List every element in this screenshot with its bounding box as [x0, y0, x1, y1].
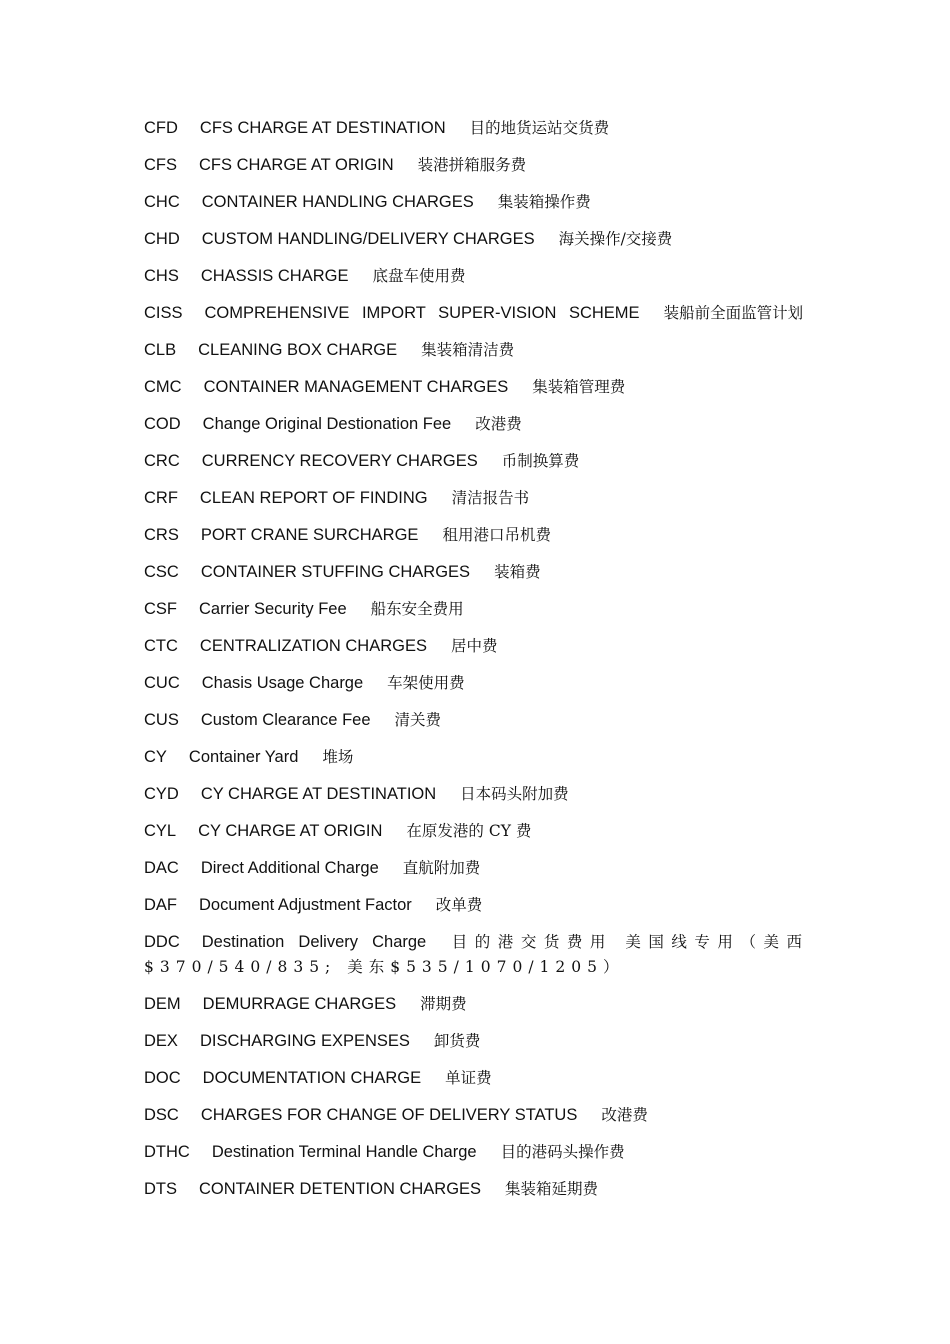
glossary-entry [144, 893, 808, 917]
entry-code: DAF [144, 896, 177, 914]
entry-english: Chasis Usage Charge [201, 674, 364, 692]
entry-chinese: 集装箱操作费 [497, 193, 591, 211]
entry-chinese: 改港费 [601, 1106, 648, 1124]
entry-english: Document Adjustment Factor [199, 896, 412, 914]
glossary-entry [144, 301, 808, 326]
glossary-entry [144, 264, 808, 288]
entry-chinese: 装船前全面监管计划 [663, 304, 804, 322]
entry-code: CLB [144, 341, 177, 359]
entry-code: DEM [144, 995, 181, 1013]
glossary-entry [144, 1177, 808, 1201]
entry-english: CFS CHARGE AT DESTINATION [199, 119, 446, 137]
entry-code: CUC [144, 674, 180, 692]
glossary-entry [144, 930, 808, 980]
entry-chinese: 船东安全费用 [370, 600, 464, 618]
glossary-entry [144, 992, 808, 1016]
entry-code: CYL [144, 822, 177, 840]
glossary-entry [144, 412, 808, 436]
glossary-entry [144, 819, 808, 843]
glossary-entry [144, 1103, 808, 1127]
entry-english: CFS CHARGE AT ORIGIN [199, 156, 394, 174]
entry-chinese: 底盘车使用费 [372, 267, 466, 285]
entry-chinese: 居中费 [450, 637, 498, 655]
entry-chinese: 直航附加费 [402, 859, 481, 877]
glossary-entry [144, 153, 808, 177]
entry-chinese: 卸货费 [433, 1032, 481, 1050]
entry-english: CHASSIS CHARGE [200, 267, 349, 285]
entry-code: COD [144, 415, 181, 433]
entry-code: CMC [144, 378, 182, 396]
entry-english: CHARGES FOR CHANGE OF DELIVERY STATUS [200, 1106, 578, 1124]
entry-english: CENTRALIZATION CHARGES [199, 637, 427, 655]
entry-chinese: 租用港口吊机费 [442, 526, 551, 544]
entry-code: DTHC [144, 1143, 190, 1161]
glossary-entry [144, 1140, 808, 1164]
entry-code: CTC [144, 637, 178, 655]
glossary-entry [144, 486, 808, 510]
entry-chinese: 清关费 [394, 711, 442, 729]
entry-chinese: 目的地货运站交货费 [469, 119, 610, 137]
entry-english: CLEAN REPORT OF FINDING [199, 489, 428, 507]
entry-code: CFD [144, 119, 178, 137]
entry-chinese: 堆场 [322, 748, 354, 766]
entry-code: CSF [144, 600, 177, 618]
entry-chinese: 装港拼箱服务费 [417, 156, 527, 174]
entry-english: Change Original Destionation Fee [202, 415, 452, 433]
glossary-entry [144, 708, 808, 732]
entry-code: DTS [144, 1180, 177, 1198]
glossary-entry [144, 1066, 808, 1090]
entry-english: Container Yard [188, 748, 299, 766]
entry-code: CUS [144, 711, 179, 729]
entry-code: CRS [144, 526, 179, 544]
entry-chinese: 滞期费 [420, 995, 467, 1013]
entry-english: CY CHARGE AT ORIGIN [198, 822, 383, 840]
glossary-list [144, 116, 808, 1214]
entry-english: CONTAINER DETENTION CHARGES [199, 1180, 482, 1198]
entry-chinese: 在原发港的 CY 费 [406, 822, 532, 840]
entry-code: DDC [144, 933, 180, 951]
entry-chinese: 币制换算费 [501, 452, 580, 470]
entry-english: Custom Clearance Fee [200, 711, 371, 729]
entry-english: Direct Additional Charge [200, 859, 379, 877]
glossary-entry [144, 745, 808, 769]
entry-chinese: 目的港码头操作费 [500, 1143, 625, 1161]
glossary-entry [144, 523, 808, 547]
entry-chinese: 改港费 [475, 415, 522, 433]
entry-code: CHC [144, 193, 180, 211]
glossary-entry [144, 671, 808, 695]
glossary-entry [144, 449, 808, 473]
entry-chinese: 集装箱管理费 [532, 378, 626, 396]
entry-chinese: 日本码头附加费 [460, 785, 569, 803]
entry-english: DEMURRAGE CHARGES [202, 995, 397, 1013]
entry-chinese: 装箱费 [494, 563, 541, 581]
glossary-entry [144, 560, 808, 584]
entry-english: DISCHARGING EXPENSES [199, 1032, 410, 1050]
glossary-entry [144, 116, 808, 140]
entry-english: PORT CRANE SURCHARGE [200, 526, 419, 544]
entry-code: CRC [144, 452, 180, 470]
entry-code: DSC [144, 1106, 179, 1124]
entry-chinese: 改单费 [435, 896, 483, 914]
entry-chinese: 清洁报告书 [451, 489, 530, 507]
entry-code: DOC [144, 1069, 181, 1087]
entry-english: COMPREHENSIVE IMPORT SUPER-VISION SCHEME [204, 304, 640, 322]
entry-code: CHD [144, 230, 180, 248]
entry-code: CFS [144, 156, 177, 174]
entry-english: CONTAINER HANDLING CHARGES [201, 193, 474, 211]
entry-english: Carrier Security Fee [199, 600, 347, 618]
entry-code: CYD [144, 785, 179, 803]
glossary-entry [144, 338, 808, 362]
glossary-entry [144, 190, 808, 214]
entry-code: DAC [144, 859, 179, 877]
entry-english: Destination Terminal Handle Charge [211, 1143, 477, 1161]
glossary-entry [144, 1029, 808, 1053]
entry-english: Destination Delivery Charge [201, 933, 427, 951]
entry-chinese: 车架使用费 [387, 674, 465, 692]
entry-chinese: 单证费 [445, 1069, 492, 1087]
glossary-entry [144, 782, 808, 806]
entry-code: DEX [144, 1032, 178, 1050]
entry-english: CY CHARGE AT DESTINATION [200, 785, 437, 803]
entry-english: CONTAINER STUFFING CHARGES [200, 563, 471, 581]
entry-code: CRF [144, 489, 178, 507]
entry-chinese: 目的港交货费用 美国线专用（美西 $370/540/835; 美东$535/1070/1205） [144, 933, 808, 976]
entry-code: CSC [144, 563, 179, 581]
entry-code: CY [144, 748, 167, 766]
glossary-entry [144, 597, 808, 621]
entry-chinese: 集装箱清洁费 [421, 341, 515, 359]
glossary-entry [144, 227, 808, 251]
entry-chinese: 海关操作/交接费 [558, 230, 673, 248]
entry-english: CURRENCY RECOVERY CHARGES [201, 452, 478, 470]
entry-english: CUSTOM HANDLING/DELIVERY CHARGES [201, 230, 535, 248]
entry-chinese: 集装箱延期费 [505, 1180, 599, 1198]
glossary-entry [144, 375, 808, 399]
entry-code: CISS [144, 304, 183, 322]
glossary-entry [144, 634, 808, 658]
glossary-entry [144, 856, 808, 880]
entry-english: DOCUMENTATION CHARGE [202, 1069, 422, 1087]
entry-english: CONTAINER MANAGEMENT CHARGES [203, 378, 509, 396]
entry-english: CLEANING BOX CHARGE [198, 341, 398, 359]
entry-code: CHS [144, 267, 179, 285]
